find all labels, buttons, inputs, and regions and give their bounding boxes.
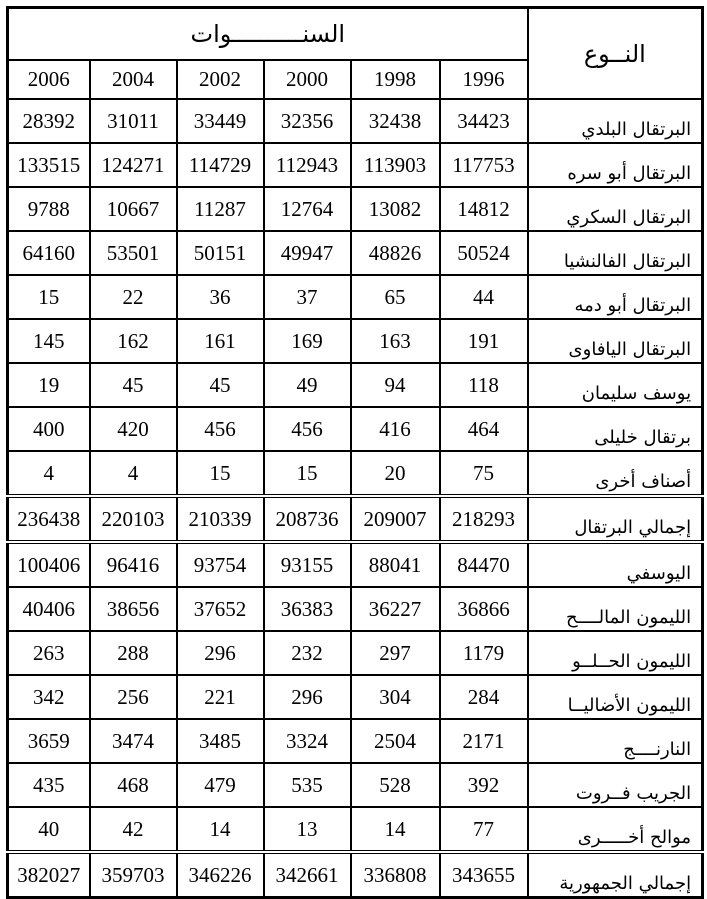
value-cell: 45 <box>177 363 264 407</box>
value-cell: 22 <box>90 275 177 319</box>
value-cell: 2504 <box>351 719 440 763</box>
value-cell: 13 <box>264 807 351 852</box>
value-cell: 117753 <box>440 143 528 187</box>
value-cell: 96416 <box>90 542 177 587</box>
value-cell: 133515 <box>8 143 90 187</box>
value-cell: 93155 <box>264 542 351 587</box>
row-label: البرتقال أبو سره <box>528 143 703 187</box>
value-cell: 42 <box>90 807 177 852</box>
row-label: البرتقال اليافاوى <box>528 319 703 363</box>
table-row <box>8 451 703 496</box>
value-cell: 53501 <box>90 231 177 275</box>
value-cell: 284 <box>440 675 528 719</box>
value-cell: 36227 <box>351 587 440 631</box>
value-cell: 359703 <box>90 852 177 898</box>
value-cell: 3485 <box>177 719 264 763</box>
value-cell: 15 <box>264 451 351 496</box>
value-cell: 163 <box>351 319 440 363</box>
total-orange-row <box>8 496 703 542</box>
value-cell: 19 <box>8 363 90 407</box>
value-cell: 162 <box>90 319 177 363</box>
value-cell: 263 <box>8 631 90 675</box>
value-cell: 32356 <box>264 99 351 143</box>
value-cell: 304 <box>351 675 440 719</box>
row-label: الجريب فــروت <box>528 763 703 807</box>
value-cell: 456 <box>177 407 264 451</box>
value-cell: 528 <box>351 763 440 807</box>
value-cell: 435 <box>8 763 90 807</box>
value-cell: 346226 <box>177 852 264 898</box>
value-cell: 161 <box>177 319 264 363</box>
row-label: البرتقال البلدي <box>528 99 703 143</box>
value-cell: 220103 <box>90 496 177 542</box>
value-cell: 336808 <box>351 852 440 898</box>
table-body <box>8 8 703 898</box>
table-row <box>8 587 703 631</box>
value-cell: 31011 <box>90 99 177 143</box>
table-row <box>8 363 703 407</box>
table-row <box>8 807 703 852</box>
value-cell: 3659 <box>8 719 90 763</box>
row-label: إجمالي البرتقال <box>528 496 703 542</box>
row-label: البرتقال السكري <box>528 187 703 231</box>
value-cell: 14 <box>351 807 440 852</box>
value-cell: 113903 <box>351 143 440 187</box>
row-label: النارنــــج <box>528 719 703 763</box>
value-cell: 75 <box>440 451 528 496</box>
row-label: اليوسفي <box>528 542 703 587</box>
table-row <box>8 99 703 143</box>
value-cell: 114729 <box>177 143 264 187</box>
table-row <box>8 319 703 363</box>
value-cell: 118 <box>440 363 528 407</box>
value-cell: 28392 <box>8 99 90 143</box>
value-cell: 382027 <box>8 852 90 898</box>
value-cell: 191 <box>440 319 528 363</box>
value-cell: 34423 <box>440 99 528 143</box>
value-cell: 14812 <box>440 187 528 231</box>
value-cell: 40 <box>8 807 90 852</box>
value-cell: 208736 <box>264 496 351 542</box>
value-cell: 210339 <box>177 496 264 542</box>
value-cell: 342 <box>8 675 90 719</box>
value-cell: 2171 <box>440 719 528 763</box>
value-cell: 14 <box>177 807 264 852</box>
table-row <box>8 631 703 675</box>
value-cell: 468 <box>90 763 177 807</box>
table-row <box>8 763 703 807</box>
table-row <box>8 231 703 275</box>
value-cell: 44 <box>440 275 528 319</box>
value-cell: 10667 <box>90 187 177 231</box>
value-cell: 1179 <box>440 631 528 675</box>
value-cell: 37 <box>264 275 351 319</box>
value-cell: 3474 <box>90 719 177 763</box>
row-label: إجمالي الجمهورية <box>528 852 703 898</box>
year-header: 1996 <box>440 60 528 99</box>
value-cell: 232 <box>264 631 351 675</box>
value-cell: 236438 <box>8 496 90 542</box>
year-header: 1998 <box>351 60 440 99</box>
table-row <box>8 675 703 719</box>
value-cell: 84470 <box>440 542 528 587</box>
table-row <box>8 275 703 319</box>
value-cell: 297 <box>351 631 440 675</box>
value-cell: 479 <box>177 763 264 807</box>
value-cell: 13082 <box>351 187 440 231</box>
citrus-production-table <box>6 6 704 899</box>
table-row <box>8 719 703 763</box>
value-cell: 77 <box>440 807 528 852</box>
years-header: السنــــــــــوات <box>8 8 528 61</box>
value-cell: 221 <box>177 675 264 719</box>
value-cell: 535 <box>264 763 351 807</box>
value-cell: 64160 <box>8 231 90 275</box>
value-cell: 464 <box>440 407 528 451</box>
value-cell: 420 <box>90 407 177 451</box>
row-label: الليمون الحــلــو <box>528 631 703 675</box>
value-cell: 456 <box>264 407 351 451</box>
value-cell: 15 <box>8 275 90 319</box>
value-cell: 93754 <box>177 542 264 587</box>
row-label: برتقال خليلى <box>528 407 703 451</box>
value-cell: 37652 <box>177 587 264 631</box>
year-header: 2002 <box>177 60 264 99</box>
value-cell: 218293 <box>440 496 528 542</box>
row-label: الليمون المالــــح <box>528 587 703 631</box>
table-row <box>8 143 703 187</box>
value-cell: 20 <box>351 451 440 496</box>
value-cell: 400 <box>8 407 90 451</box>
type-header: النــوع <box>528 8 703 100</box>
row-label: الليمون الأضاليــا <box>528 675 703 719</box>
value-cell: 12764 <box>264 187 351 231</box>
header-row-years-title <box>8 8 703 61</box>
value-cell: 4 <box>8 451 90 496</box>
value-cell: 342661 <box>264 852 351 898</box>
value-cell: 36866 <box>440 587 528 631</box>
value-cell: 45 <box>90 363 177 407</box>
value-cell: 169 <box>264 319 351 363</box>
value-cell: 94 <box>351 363 440 407</box>
value-cell: 36383 <box>264 587 351 631</box>
value-cell: 40406 <box>8 587 90 631</box>
value-cell: 49 <box>264 363 351 407</box>
value-cell: 88041 <box>351 542 440 587</box>
value-cell: 296 <box>264 675 351 719</box>
value-cell: 15 <box>177 451 264 496</box>
table-row <box>8 407 703 451</box>
value-cell: 9788 <box>8 187 90 231</box>
value-cell: 36 <box>177 275 264 319</box>
value-cell: 416 <box>351 407 440 451</box>
value-cell: 209007 <box>351 496 440 542</box>
value-cell: 288 <box>90 631 177 675</box>
row-label: البرتقال أبو دمه <box>528 275 703 319</box>
value-cell: 33449 <box>177 99 264 143</box>
row-label: يوسف سليمان <box>528 363 703 407</box>
value-cell: 50524 <box>440 231 528 275</box>
table-row <box>8 187 703 231</box>
total-republic-row <box>8 852 703 898</box>
value-cell: 50151 <box>177 231 264 275</box>
value-cell: 112943 <box>264 143 351 187</box>
value-cell: 4 <box>90 451 177 496</box>
row-label: البرتقال الفالنشيا <box>528 231 703 275</box>
value-cell: 49947 <box>264 231 351 275</box>
value-cell: 296 <box>177 631 264 675</box>
citrus-table-frame <box>6 6 701 894</box>
value-cell: 65 <box>351 275 440 319</box>
table-row <box>8 542 703 587</box>
row-label: موالح أخـــــرى <box>528 807 703 852</box>
value-cell: 124271 <box>90 143 177 187</box>
value-cell: 48826 <box>351 231 440 275</box>
year-header: 2006 <box>8 60 90 99</box>
value-cell: 145 <box>8 319 90 363</box>
value-cell: 32438 <box>351 99 440 143</box>
row-label: أصناف أخرى <box>528 451 703 496</box>
value-cell: 3324 <box>264 719 351 763</box>
value-cell: 38656 <box>90 587 177 631</box>
value-cell: 392 <box>440 763 528 807</box>
value-cell: 343655 <box>440 852 528 898</box>
year-header: 2000 <box>264 60 351 99</box>
value-cell: 100406 <box>8 542 90 587</box>
year-header: 2004 <box>90 60 177 99</box>
value-cell: 11287 <box>177 187 264 231</box>
value-cell: 256 <box>90 675 177 719</box>
